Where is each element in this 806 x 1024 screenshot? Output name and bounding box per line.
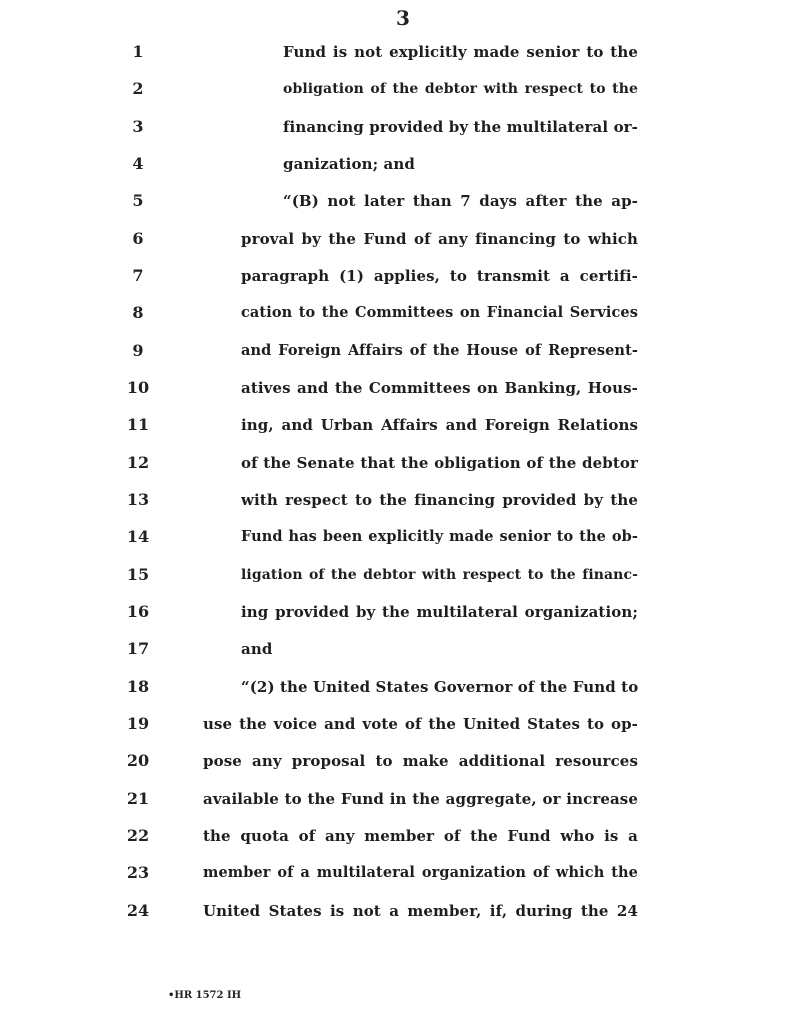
line-text: ligation of the debtor with respect to the financ-	[241, 567, 638, 583]
line-number: 5	[132, 191, 144, 210]
line-text: “(B) not later than 7 days after the ap-	[283, 192, 638, 210]
line-text: use the voice and vote of the United States to op-	[203, 715, 638, 733]
line-number: 18	[126, 677, 150, 696]
line-number: 24	[126, 901, 150, 920]
line-text: pose any proposal to make additional resources	[203, 752, 638, 770]
line-18	[0, 672, 806, 702]
line-5	[0, 186, 806, 216]
line-23	[0, 858, 806, 888]
line-11	[0, 410, 806, 440]
line-text: proval by the Fund of any financing to which	[241, 230, 638, 248]
line-text: ing, and Urban Affairs and Foreign Relations	[241, 416, 638, 434]
line-number: 22	[126, 826, 150, 845]
line-number: 15	[126, 565, 150, 584]
line-number: 9	[132, 341, 144, 360]
line-text: of the Senate that the obligation of the debtor	[241, 454, 638, 472]
line-number: 17	[126, 639, 150, 658]
line-number: 21	[126, 789, 150, 808]
line-20	[0, 746, 806, 776]
line-2	[0, 74, 806, 104]
line-number: 1	[132, 42, 144, 61]
line-17	[0, 634, 806, 664]
line-text: financing provided by the multilateral or-	[283, 118, 638, 136]
line-text: available to the Fund in the aggregate, or increase	[203, 790, 638, 808]
line-text: obligation of the debtor with respect to the	[283, 81, 638, 97]
line-1	[0, 37, 806, 67]
bill-identifier-footer: •HR 1572 IH	[168, 990, 242, 1001]
line-3	[0, 112, 806, 142]
line-number: 23	[126, 863, 150, 882]
line-number: 19	[126, 714, 150, 733]
line-8	[0, 298, 806, 328]
line-21	[0, 784, 806, 814]
line-number: 12	[126, 453, 150, 472]
line-13	[0, 485, 806, 515]
line-text: and Foreign Affairs of the House of Represent-	[241, 342, 638, 359]
line-number: 16	[126, 602, 150, 621]
line-15	[0, 560, 806, 590]
line-text: “(2) the United States Governor of the Fund to	[241, 678, 638, 696]
line-number: 11	[126, 415, 150, 434]
line-text: and	[241, 640, 273, 658]
line-19	[0, 709, 806, 739]
page-number: 3	[396, 6, 410, 30]
line-text: member of a multilateral organization of which the	[203, 864, 638, 881]
line-text: cation to the Committees on Financial Services	[241, 304, 638, 321]
line-4	[0, 149, 806, 179]
line-10	[0, 373, 806, 403]
line-9	[0, 336, 806, 366]
line-text: the quota of any member of the Fund who is a	[203, 827, 638, 845]
line-number: 2	[132, 79, 144, 98]
line-number: 13	[126, 490, 150, 509]
line-16	[0, 597, 806, 627]
line-number: 4	[132, 154, 144, 173]
line-text: ing provided by the multilateral organization;	[241, 603, 638, 621]
line-number: 14	[126, 527, 150, 546]
line-text: Fund has been explicitly made senior to the ob-	[241, 528, 638, 545]
line-number: 6	[132, 229, 144, 248]
line-12	[0, 448, 806, 478]
line-number: 3	[132, 117, 144, 136]
line-24	[0, 896, 806, 926]
line-number: 20	[126, 751, 150, 770]
line-number: 7	[132, 266, 144, 285]
line-text: ganization; and	[283, 155, 415, 173]
line-number: 10	[126, 378, 150, 397]
line-text: paragraph (1) applies, to transmit a certifi-	[241, 267, 638, 285]
line-22	[0, 821, 806, 851]
line-14	[0, 522, 806, 552]
line-text: Fund is not explicitly made senior to the	[283, 43, 638, 61]
line-text: atives and the Committees on Banking, Hous-	[241, 379, 638, 397]
line-number: 8	[132, 303, 144, 322]
line-text: United States is not a member, if, during the 24	[203, 902, 638, 920]
line-6	[0, 224, 806, 254]
line-text: with respect to the financing provided by the	[241, 491, 638, 509]
line-7	[0, 261, 806, 291]
